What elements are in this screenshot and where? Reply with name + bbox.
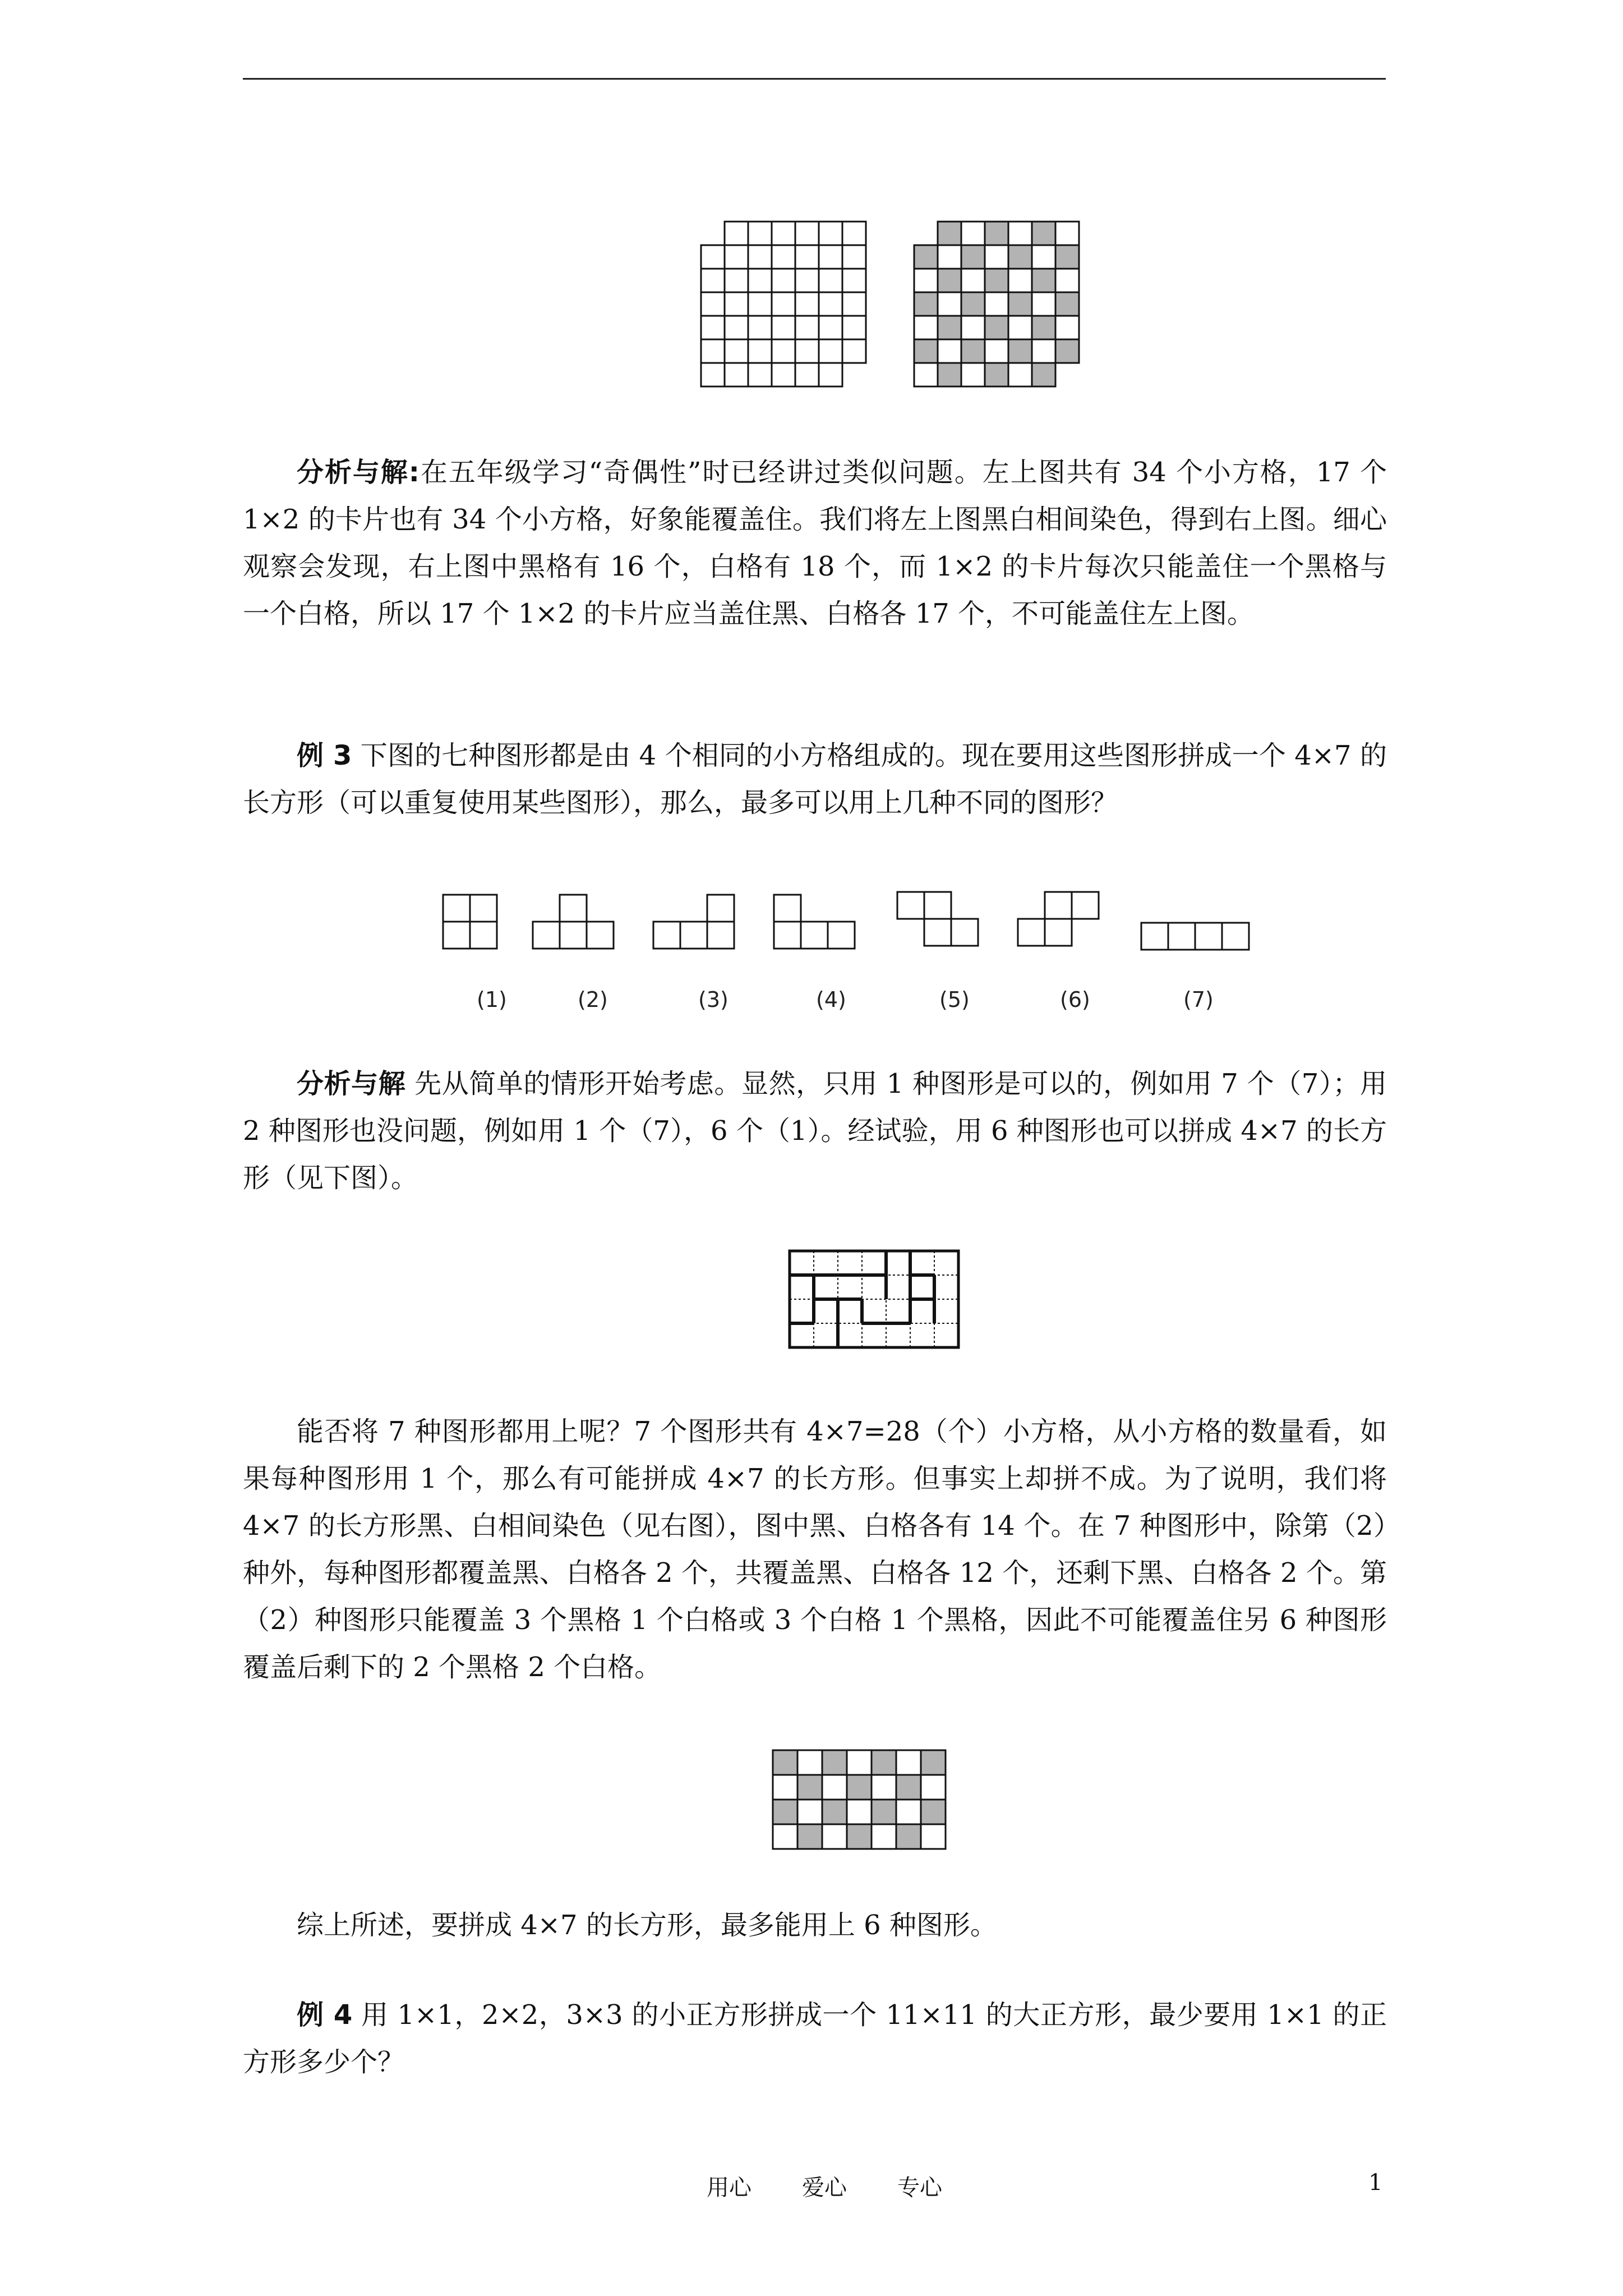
- checker-cell: [797, 1800, 822, 1824]
- tetromino-cell: [1018, 919, 1045, 946]
- paragraph-conclusion: [243, 1902, 1387, 1949]
- grid-cell: [725, 339, 748, 363]
- tetromino-cell: [1045, 919, 1072, 946]
- grid-cell: [795, 316, 819, 339]
- grid-cell: [772, 316, 795, 339]
- grid-cell: [819, 339, 842, 363]
- tetromino-cell: [533, 922, 560, 949]
- grid-cell: [748, 292, 772, 316]
- analysis-text: 先从简单的情形开始考虑。显然，只用 1 种图形是可以的，例如用 7 个（7）；用 2 种图形也没问题，例如用 1 个（7），6 个（1）。经试验，用 6 种图形也可以拼成 4×7 的长方形（见下图）。: [243, 1068, 1387, 1194]
- tetromino-cell: [774, 895, 801, 922]
- grid-cell: [701, 245, 725, 269]
- checker-cell: [938, 339, 961, 363]
- example-label: 例 3: [297, 740, 352, 771]
- checker-cell: [797, 1824, 822, 1849]
- shape-label: (1): [477, 987, 507, 1012]
- checker-cell: [822, 1824, 847, 1849]
- checker-cell: [985, 245, 1008, 269]
- tetromino-cell: [828, 922, 855, 949]
- tetromino-cell: [443, 895, 470, 922]
- grid-cell: [772, 363, 795, 386]
- grid-cell: [772, 269, 795, 292]
- checker-cell: [1008, 316, 1032, 339]
- grid-cell: [819, 222, 842, 245]
- tetromino-cell: [801, 922, 828, 949]
- checker-cell: [1032, 245, 1055, 269]
- checker-cell: [1055, 245, 1079, 269]
- checker-cell: [773, 1800, 797, 1824]
- paragraph-example-3: [243, 732, 1387, 826]
- checker-cell: [896, 1824, 921, 1849]
- analysis-text: 在五年级学习“奇偶性”时已经讲过类似问题。左上图共有 34 个小方格，17 个 1×2 的卡片也有 34 个小方格，好象能覆盖住。我们将左上图黑白相间染色，得到右上图。细心观察会发现，右上图中黑格有 16 个，白格有 18 个，而 1×2 的卡片每次只能盖住一个黑格与一个白格，所以 17 个 1×2 的卡片应当盖住黑、白格各 17 个，不可能盖住左上图。: [243, 457, 1387, 629]
- checker-cell: [1032, 363, 1055, 386]
- checker-cell: [985, 316, 1008, 339]
- tetromino-cell: [1222, 923, 1249, 950]
- grid-cell: [819, 363, 842, 386]
- grid-cell: [772, 292, 795, 316]
- checker-cell: [938, 269, 961, 292]
- example-text: 用 1×1，2×2，3×3 的小正方形拼成一个 11×11 的大正方形，最少要用 1×1 的正方形多少个？: [243, 1999, 1387, 2078]
- grid-cell: [842, 222, 866, 245]
- checker-cell: [797, 1775, 822, 1800]
- grid-cell: [819, 316, 842, 339]
- grid-cell: [842, 316, 866, 339]
- footer-word-2: 爱心: [802, 2175, 847, 2201]
- tetromino-cell: [653, 922, 680, 949]
- checker-cell: [1008, 292, 1032, 316]
- grid-cell: [795, 222, 819, 245]
- analysis-label: 分析与解:: [297, 457, 419, 488]
- checker-cell: [822, 1750, 847, 1775]
- checker-cell: [872, 1775, 896, 1800]
- header-rule: [243, 78, 1386, 80]
- tetromino-cell: [1168, 923, 1195, 950]
- tetromino-cell: [924, 919, 951, 946]
- grid-cell: [842, 245, 866, 269]
- grid-cell: [748, 269, 772, 292]
- grid-cell: [701, 339, 725, 363]
- checker-cell: [872, 1750, 896, 1775]
- grid-cell: [748, 222, 772, 245]
- checker-cell: [914, 245, 938, 269]
- checker-cell: [822, 1775, 847, 1800]
- checker-cell: [822, 1800, 847, 1824]
- grid-cell: [725, 292, 748, 316]
- paragraph-example-4: [243, 1991, 1387, 2086]
- tetromino-cell: [924, 892, 951, 919]
- grid-cell: [748, 339, 772, 363]
- checker-cell: [985, 363, 1008, 386]
- checker-cell: [985, 269, 1008, 292]
- checker-cell: [914, 292, 938, 316]
- grid-cell: [795, 292, 819, 316]
- checker-cell: [938, 222, 961, 245]
- checker-cell: [773, 1824, 797, 1849]
- tetromino-cell: [470, 895, 497, 922]
- checker-cell: [985, 292, 1008, 316]
- tetromino-cell: [1072, 892, 1099, 919]
- shape-label: (6): [1060, 987, 1090, 1012]
- grid-cell: [842, 339, 866, 363]
- checker-cell: [847, 1824, 872, 1849]
- checker-cell: [1055, 292, 1079, 316]
- checker-cell: [847, 1775, 872, 1800]
- checker-cell: [961, 269, 985, 292]
- checker-cell: [847, 1800, 872, 1824]
- checker-cell: [1055, 269, 1079, 292]
- tiling-figure: [790, 1251, 975, 1358]
- checker-cell: [938, 316, 961, 339]
- grid-cell: [725, 222, 748, 245]
- conclusion-text: 综上所述，要拼成 4×7 的长方形，最多能用上 6 种图形。: [297, 1910, 997, 1941]
- example-label: 例 4: [297, 1999, 353, 2031]
- checker-cell: [961, 245, 985, 269]
- grid-cell: [772, 245, 795, 269]
- checker-cell: [961, 316, 985, 339]
- analysis-label: 分析与解: [297, 1068, 406, 1099]
- grid-cell: [842, 269, 866, 292]
- tetromino-cell: [560, 895, 587, 922]
- page-number: 1: [1368, 2170, 1383, 2196]
- checker-cell: [896, 1775, 921, 1800]
- grid-cell: [725, 269, 748, 292]
- checker-cell: [961, 363, 985, 386]
- grid-cell: [748, 363, 772, 386]
- tetromino-cell: [774, 922, 801, 949]
- shape-label: (4): [816, 987, 846, 1012]
- checker-cell: [961, 292, 985, 316]
- tetromino-row: [437, 881, 1290, 1027]
- grid-cell: [795, 269, 819, 292]
- tetromino-cell: [1045, 892, 1072, 919]
- checker-cell: [914, 316, 938, 339]
- checkerboard-figure: [773, 1750, 958, 1862]
- checker-cell: [914, 363, 938, 386]
- checker-cell: [1032, 269, 1055, 292]
- tetromino-cell: [680, 922, 707, 949]
- checker-cell: [1008, 245, 1032, 269]
- grid-cell: [701, 363, 725, 386]
- tetromino-cell: [587, 922, 614, 949]
- tetromino-cell: [707, 922, 734, 949]
- grid-cell: [701, 316, 725, 339]
- grid-cell: [842, 292, 866, 316]
- tetromino-cell: [443, 922, 470, 949]
- shape-label: (5): [939, 987, 970, 1012]
- checker-cell: [1055, 316, 1079, 339]
- grid-cell: [701, 292, 725, 316]
- paragraph-seven-shapes: [243, 1408, 1387, 1691]
- checker-cell: [921, 1750, 946, 1775]
- shape-label: (7): [1183, 987, 1214, 1012]
- checker-cell: [1032, 292, 1055, 316]
- checker-cell: [921, 1775, 946, 1800]
- grid-cell: [725, 316, 748, 339]
- grid-cell: [819, 269, 842, 292]
- example-text: 下图的七种图形都是由 4 个相同的小方格组成的。现在要用这些图形拼成一个 4×7 的长方形（可以重复使用某些图形），那么，最多可以用上几种不同的图形？: [243, 740, 1387, 818]
- shape-label: (2): [578, 987, 608, 1012]
- checker-cell: [896, 1750, 921, 1775]
- grid-cell: [748, 245, 772, 269]
- checker-cell: [1032, 339, 1055, 363]
- checker-cell: [1008, 339, 1032, 363]
- grid-figure-right: [914, 222, 1099, 384]
- checker-cell: [1008, 269, 1032, 292]
- checker-cell: [1032, 316, 1055, 339]
- grid-cell: [772, 339, 795, 363]
- grid-cell: [748, 316, 772, 339]
- checker-cell: [1008, 222, 1032, 245]
- grid-cell: [819, 292, 842, 316]
- checker-cell: [773, 1750, 797, 1775]
- checker-cell: [921, 1824, 946, 1849]
- checker-cell: [1055, 339, 1079, 363]
- checker-cell: [985, 222, 1008, 245]
- checker-cell: [914, 269, 938, 292]
- grid-cell: [795, 363, 819, 386]
- tetromino-cell: [560, 922, 587, 949]
- paragraph-text: 能否将 7 种图形都用上呢？7 个图形共有 4×7=28（个）小方格，从小方格的数量看，如果每种图形用 1 个，那么有可能拼成 4×7 的长方形。但事实上却拼不成。为了说明，我们将 4×7 的长方形黑、白相间染色（见右图），图中黑、白格各有 14 个。在 7 种图形中，除第（2）种外，每种图形都覆盖黑、白格各 2 个，共覆盖黑、白格各 12 个，还剩下黑、白格各 2 个。第（2）种图形只能覆盖 3 个黑格 1 个白格或 3 个白格 1 个黑格，因此不可能覆盖住另 6 种图形覆盖后剩下的 2 个黑格 2 个白格。: [243, 1416, 1387, 1683]
- tetromino-cell: [1195, 923, 1222, 950]
- checker-cell: [896, 1800, 921, 1824]
- checker-cell: [1008, 363, 1032, 386]
- checker-cell: [797, 1750, 822, 1775]
- tetromino-cell: [951, 919, 978, 946]
- paragraph-analysis-1: [243, 449, 1387, 637]
- tetromino-cell: [707, 895, 734, 922]
- checker-cell: [938, 292, 961, 316]
- checker-cell: [773, 1775, 797, 1800]
- checker-cell: [1032, 222, 1055, 245]
- shape-label: (3): [698, 987, 728, 1012]
- tetromino-cell: [897, 892, 924, 919]
- tetromino-cell: [1141, 923, 1168, 950]
- grid-figure-left: [701, 222, 886, 384]
- checker-cell: [961, 339, 985, 363]
- grid-cell: [701, 269, 725, 292]
- checker-cell: [938, 245, 961, 269]
- grid-cell: [725, 245, 748, 269]
- checker-cell: [985, 339, 1008, 363]
- checker-cell: [938, 363, 961, 386]
- grid-cell: [725, 363, 748, 386]
- paragraph-analysis-2: [243, 1060, 1387, 1202]
- checker-cell: [872, 1824, 896, 1849]
- checker-cell: [872, 1800, 896, 1824]
- footer-word-3: 专心: [897, 2175, 942, 2201]
- footer-word-1: 用心: [707, 2175, 751, 2201]
- grid-cell: [795, 339, 819, 363]
- checker-cell: [914, 339, 938, 363]
- grid-cell: [819, 245, 842, 269]
- checker-cell: [961, 222, 985, 245]
- grid-cell: [772, 222, 795, 245]
- checker-cell: [1055, 222, 1079, 245]
- grid-cell: [795, 245, 819, 269]
- checker-cell: [921, 1800, 946, 1824]
- tetromino-cell: [470, 922, 497, 949]
- checker-cell: [847, 1750, 872, 1775]
